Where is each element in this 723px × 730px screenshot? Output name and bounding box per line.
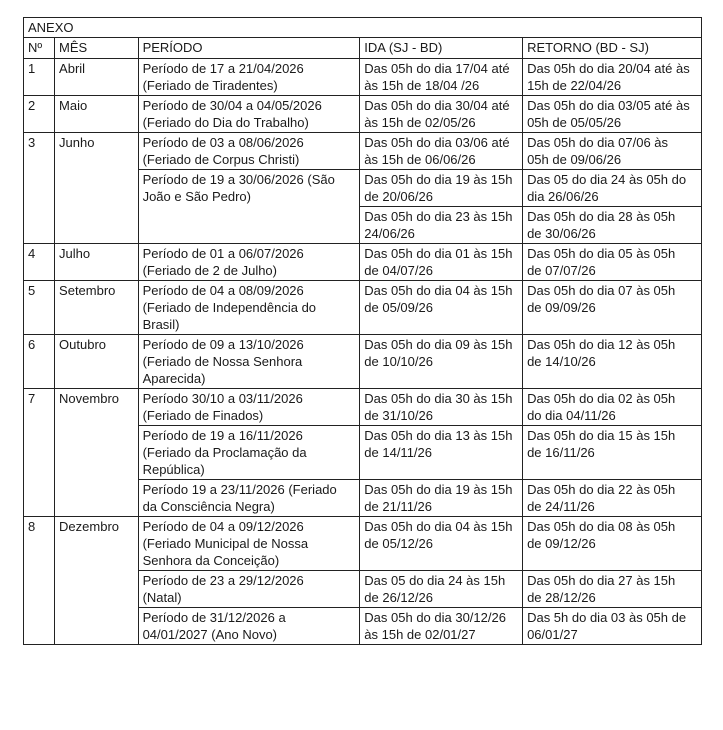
row-periodo-text: Período de 19 a 30/06/2026 (São João e São Pedro) (142, 172, 335, 204)
row-retorno (523, 207, 702, 244)
anexo-table-wrapper (23, 17, 702, 645)
row-periodo (138, 335, 360, 389)
row-retorno (523, 571, 702, 608)
row-retorno (523, 517, 702, 571)
table-row (24, 59, 702, 96)
row-periodo-text: Período 30/10 a 03/11/2026 (Feriado de Finados) (142, 391, 303, 423)
header-ida: IDA (SJ - BD) (360, 38, 523, 59)
row-periodo-text: Período de 01 a 06/07/2026 (Feriado de 2 de Julho) (142, 246, 304, 278)
table-row (24, 389, 702, 426)
row-periodo (138, 480, 360, 517)
row-retorno-text: Das 05h do dia 22 às 05h de 24/11/26 (527, 482, 676, 514)
row-retorno (523, 389, 702, 426)
row-ida-text: Das 05h do dia 13 às 15h de 14/11/26 (364, 428, 513, 460)
row-periodo (138, 517, 360, 571)
table-title-row (24, 18, 702, 38)
row-retorno-text: Das 05h do dia 20/04 até às 15h de 22/04/26 (527, 61, 690, 93)
anexo-table (23, 17, 702, 645)
row-retorno-text: Das 05h do dia 27 às 15h de 28/12/26 (527, 573, 676, 605)
row-ida (360, 281, 523, 335)
row-mes (55, 389, 139, 517)
row-ida (360, 335, 523, 389)
row-periodo-text: Período de 04 a 09/12/2026 (Feriado Municipal de Nossa Senhora da Conceição) (142, 519, 309, 568)
row-mes-text: Dezembro (59, 519, 120, 534)
row-retorno-text: Das 5h do dia 03 às 05h de 06/01/27 (527, 610, 687, 642)
row-mes (55, 517, 139, 645)
header-mes: MÊS (55, 38, 139, 59)
row-ida-text: Das 05h do dia 30/12/26 às 15h de 02/01/27 (364, 610, 506, 642)
row-ida-text: Das 05h do dia 04 às 15h de 05/12/26 (364, 519, 513, 551)
header-periodo: PERÍODO (138, 38, 360, 59)
row-num (24, 281, 55, 335)
row-num (24, 133, 55, 244)
row-num-text: 2 (28, 98, 36, 113)
row-ida-text: Das 05h do dia 01 às 15h de 04/07/26 (364, 246, 513, 278)
row-mes-text: Novembro (59, 391, 120, 406)
header-num: Nº (24, 38, 55, 59)
row-periodo (138, 96, 360, 133)
table-row (24, 133, 702, 170)
row-ida (360, 571, 523, 608)
row-retorno-text: Das 05h do dia 07/06 às 05h de 09/06/26 (527, 135, 669, 167)
header-retorno: RETORNO (BD - SJ) (523, 38, 702, 59)
row-num (24, 96, 55, 133)
row-ida-text: Das 05h do dia 30/04 até às 15h de 02/05/26 (364, 98, 510, 130)
row-ida-text: Das 05h do dia 04 às 15h de 05/09/26 (364, 283, 513, 315)
row-periodo-text: Período de 31/12/2026 a 04/01/2027 (Ano Novo) (142, 610, 286, 642)
row-num-text: 5 (28, 283, 36, 298)
row-num-text: 6 (28, 337, 36, 352)
row-num (24, 59, 55, 96)
row-ida (360, 244, 523, 281)
row-periodo (138, 571, 360, 608)
row-periodo-text: Período de 19 a 16/11/2026 (Feriado da Proclamação da República) (142, 428, 307, 477)
row-retorno-text: Das 05h do dia 15 às 15h de 16/11/26 (527, 428, 676, 460)
row-mes-text: Setembro (59, 283, 116, 298)
row-num-text: 3 (28, 135, 36, 150)
row-retorno-text: Das 05h do dia 08 às 05h de 09/12/26 (527, 519, 676, 551)
row-ida (360, 608, 523, 645)
row-ida (360, 170, 523, 207)
row-periodo-text: Período de 09 a 13/10/2026 (Feriado de Nossa Senhora Aparecida) (142, 337, 304, 386)
row-retorno (523, 170, 702, 207)
row-retorno (523, 59, 702, 96)
row-ida-text: Das 05h do dia 30 às 15h de 31/10/26 (364, 391, 513, 423)
row-retorno-text: Das 05h do dia 28 às 05h de 30/06/26 (527, 209, 676, 241)
row-periodo (138, 281, 360, 335)
row-ida (360, 480, 523, 517)
row-ida (360, 59, 523, 96)
row-periodo-text: Período de 04 a 08/09/2026 (Feriado de Independência do Brasil) (142, 283, 317, 332)
row-ida-text: Das 05 do dia 24 às 15h de 26/12/26 (364, 573, 506, 605)
table-row (24, 517, 702, 571)
row-ida-text: Das 05h do dia 09 às 15h de 10/10/26 (364, 337, 513, 369)
row-mes-text: Julho (59, 246, 91, 261)
row-periodo-text: Período de 03 a 08/06/2026 (Feriado de Corpus Christi) (142, 135, 304, 167)
row-retorno (523, 96, 702, 133)
row-mes (55, 59, 139, 96)
row-periodo (138, 170, 360, 244)
row-ida-text: Das 05h do dia 19 às 15h de 21/11/26 (364, 482, 513, 514)
table-body (24, 59, 702, 645)
row-periodo-text: Período de 30/04 a 04/05/2026 (Feriado do Dia do Trabalho) (142, 98, 322, 130)
row-ida-text: Das 05h do dia 03/06 até às 15h de 06/06/26 (364, 135, 510, 167)
row-ida (360, 389, 523, 426)
row-num (24, 244, 55, 281)
row-mes-text: Maio (59, 98, 88, 113)
row-retorno (523, 244, 702, 281)
row-retorno-text: Das 05h do dia 03/05 até às 05h de 05/05/26 (527, 98, 690, 130)
table-row (24, 281, 702, 335)
row-num-text: 7 (28, 391, 36, 406)
row-num-text: 4 (28, 246, 36, 261)
row-retorno-text: Das 05h do dia 02 às 05h do dia 04/11/26 (527, 391, 676, 423)
row-mes (55, 133, 139, 244)
row-mes (55, 335, 139, 389)
row-ida (360, 96, 523, 133)
row-periodo-text: Período 19 a 23/11/2026 (Feriado da Consciência Negra) (142, 482, 337, 514)
table-row (24, 335, 702, 389)
row-periodo (138, 608, 360, 645)
row-num-text: 1 (28, 61, 36, 76)
row-retorno-text: Das 05h do dia 07 às 05h de 09/09/26 (527, 283, 676, 315)
table-row (24, 96, 702, 133)
row-retorno (523, 480, 702, 517)
row-num (24, 517, 55, 645)
row-mes-text: Junho (59, 135, 95, 150)
row-mes (55, 96, 139, 133)
row-retorno (523, 608, 702, 645)
row-periodo (138, 59, 360, 96)
row-mes-text: Outubro (59, 337, 107, 352)
row-retorno-text: Das 05h do dia 12 às 05h de 14/10/26 (527, 337, 676, 369)
row-periodo-text: Período de 17 a 21/04/2026 (Feriado de Tiradentes) (142, 61, 304, 93)
row-retorno (523, 281, 702, 335)
row-retorno (523, 426, 702, 480)
table-row (24, 244, 702, 281)
row-retorno-text: Das 05 do dia 24 às 05h do dia 26/06/26 (527, 172, 687, 204)
row-mes-text: Abril (59, 61, 86, 76)
row-num-text: 8 (28, 519, 36, 534)
row-periodo (138, 389, 360, 426)
row-ida (360, 207, 523, 244)
row-ida (360, 517, 523, 571)
row-retorno-text: Das 05h do dia 05 às 05h de 07/07/26 (527, 246, 676, 278)
row-periodo-text: Período de 23 a 29/12/2026 (Natal) (142, 573, 304, 605)
row-num (24, 389, 55, 517)
row-ida-text: Das 05h do dia 17/04 até às 15h de 18/04 /26 (364, 61, 510, 93)
row-ida (360, 426, 523, 480)
row-ida-text: Das 05h do dia 23 às 15h 24/06/26 (364, 209, 513, 241)
row-ida (360, 133, 523, 170)
row-periodo (138, 133, 360, 170)
row-periodo (138, 244, 360, 281)
row-num (24, 335, 55, 389)
table-title: ANEXO (24, 18, 702, 38)
row-mes (55, 244, 139, 281)
row-mes (55, 281, 139, 335)
row-retorno (523, 335, 702, 389)
row-ida-text: Das 05h do dia 19 às 15h de 20/06/26 (364, 172, 513, 204)
row-periodo (138, 426, 360, 480)
row-retorno (523, 133, 702, 170)
table-header-row (24, 38, 702, 59)
